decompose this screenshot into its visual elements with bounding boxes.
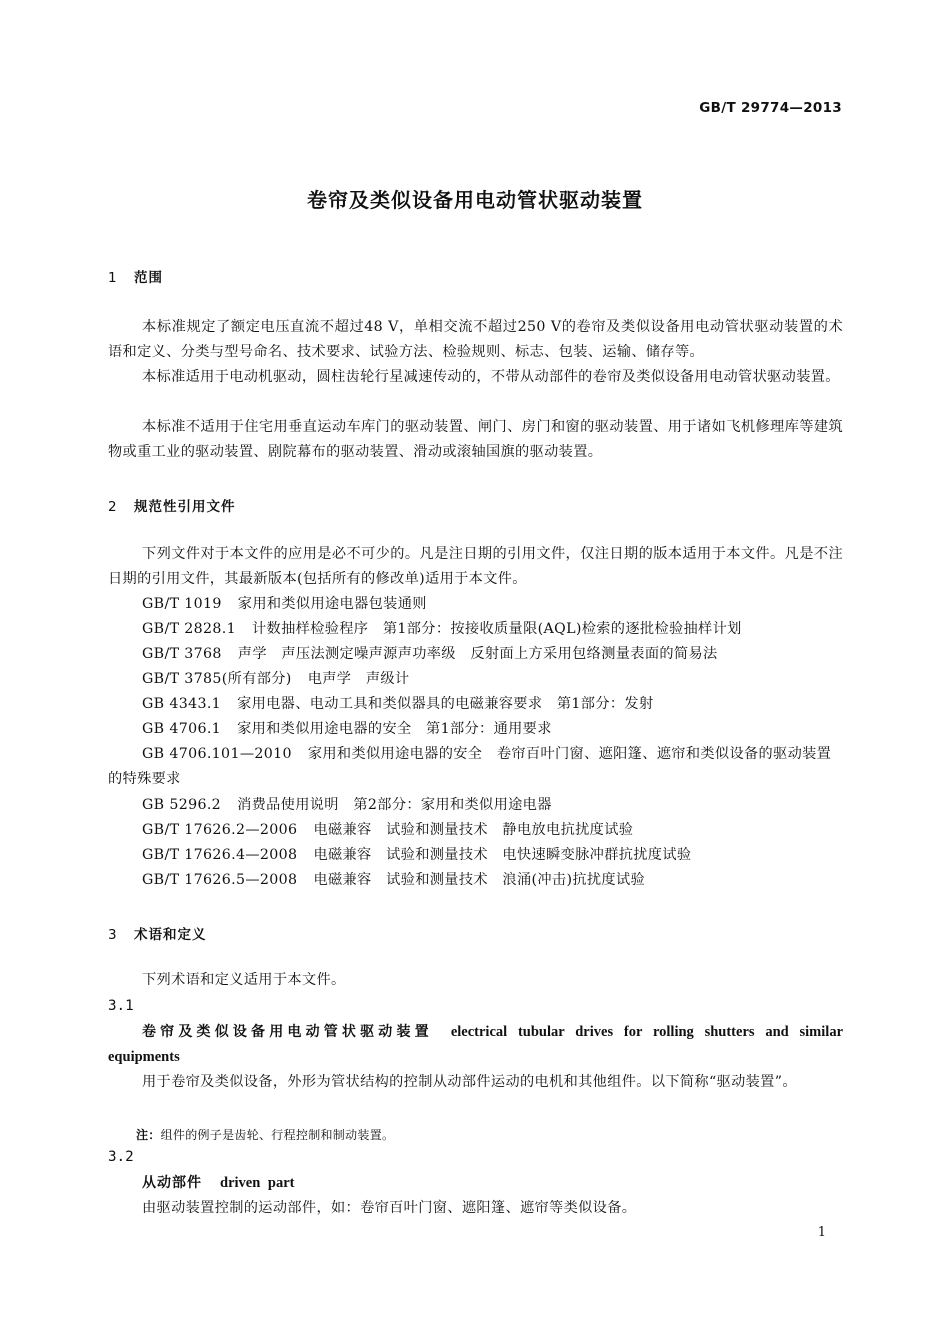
standard-code: GB/T 29774—2013	[699, 100, 842, 116]
term-name-zh: 卷帘及类似设备用电动管状驱动装置	[142, 1024, 433, 1040]
section-number: 1	[108, 270, 117, 286]
term-name-en: electrical tubular drives for rolling shutters and similar equipments	[108, 1024, 843, 1065]
term-definition: 由驱动装置控制的运动部件，如：卷帘百叶门窗、遮阳篷、遮帘等类似设备。	[142, 1200, 637, 1216]
note-text: 组件的例子是齿轮、行程控制和制动装置。	[160, 1128, 395, 1142]
paragraph: 下列术语和定义适用于本文件。	[142, 972, 346, 988]
section-title: 范围	[134, 270, 163, 286]
term-heading	[108, 1020, 843, 1070]
reference-code: GB/T 3768	[142, 646, 222, 662]
reference-code: GB 4706.1	[142, 721, 222, 737]
reference-code: GB 4343.1	[142, 696, 222, 712]
term-name-zh: 从动部件	[142, 1175, 202, 1191]
reference-title: 家用和类似用途电器的安全 卷帘百叶门窗、遮阳篷、遮帘和类似设备的驱动装置的特殊要求	[108, 746, 832, 787]
reference-item	[142, 868, 843, 893]
reference-code: GB 5296.2	[142, 797, 222, 813]
section-number: 3	[108, 927, 117, 943]
reference-item	[142, 692, 843, 717]
reference-item	[108, 742, 843, 792]
reference-title: 计数抽样检验程序 第1部分：按接收质量限(AQL)检索的逐批检验抽样计划	[252, 621, 742, 637]
term-definition: 用于卷帘及类似设备，外形为管状结构的控制从动部件运动的电机和其他组件。以下简称“驱动装置”。	[142, 1074, 797, 1090]
reference-code: GB 4706.101—2010	[142, 746, 292, 762]
reference-title: 电磁兼容 试验和测量技术 静电放电抗扰度试验	[313, 822, 634, 838]
term-number: 3.1	[108, 998, 134, 1014]
note	[136, 1126, 394, 1143]
term-heading	[108, 1171, 843, 1196]
reference-item	[142, 818, 843, 843]
document-title: 卷帘及类似设备用电动管状驱动装置	[307, 188, 643, 212]
paragraph: 本标准不适用于住宅用垂直运动车库门的驱动装置、闸门、房门和窗的驱动装置、用于诸如飞机修理库等建筑物或重工业的驱动装置、剧院幕布的驱动装置、滑动或滚轴国旗的驱动装置。	[108, 419, 843, 460]
note-label: 注：	[136, 1128, 161, 1142]
section-number: 2	[108, 499, 117, 515]
reference-title: 电磁兼容 试验和测量技术 浪涌(冲击)抗扰度试验	[313, 872, 646, 888]
section-3-heading	[108, 923, 207, 943]
reference-code: GB/T 2828.1	[142, 621, 237, 637]
reference-title: 家用和类似用途电器包装通则	[237, 596, 427, 612]
section-1-heading	[108, 266, 163, 286]
reference-title: 消费品使用说明 第2部分：家用和类似用途电器	[237, 797, 552, 813]
page-number: 1	[817, 1225, 826, 1240]
reference-title: 家用和类似用途电器的安全 第1部分：通用要求	[237, 721, 552, 737]
reference-code: GB/T 1019	[142, 596, 222, 612]
section-title: 术语和定义	[134, 927, 207, 943]
term-number: 3.2	[108, 1149, 134, 1165]
reference-item	[142, 843, 843, 868]
reference-item	[142, 617, 843, 642]
reference-title: 电声学 声级计	[307, 671, 410, 687]
paragraph: 本标准适用于电动机驱动，圆柱齿轮行星减速传动的，不带从动部件的卷帘及类似设备用电动管状驱动装置。	[142, 369, 840, 385]
reference-code: GB/T 17626.4—2008	[142, 847, 298, 863]
reference-title: 声学 声压法测定噪声源声功率级 反射面上方采用包络测量表面的简易法	[237, 646, 718, 662]
term-name-en: driven part	[220, 1175, 295, 1191]
reference-title: 电磁兼容 试验和测量技术 电快速瞬变脉冲群抗扰度试验	[313, 847, 692, 863]
reference-code: GB/T 17626.2—2006	[142, 822, 298, 838]
reference-item	[142, 667, 843, 692]
reference-code: GB/T 3785(所有部分)	[142, 671, 292, 687]
paragraph: 本标准规定了额定电压直流不超过48 V，单相交流不超过250 V的卷帘及类似设备用电动管状驱动装置的术语和定义、分类与型号命名、技术要求、试验方法、检验规则、标志、包装、运输、储存等。	[108, 319, 843, 360]
reference-item	[142, 793, 843, 818]
paragraph: 下列文件对于本文件的应用是必不可少的。凡是注日期的引用文件，仅注日期的版本适用于本文件。凡是不注日期的引用文件，其最新版本(包括所有的修改单)适用于本文件。	[108, 546, 843, 587]
reference-code: GB/T 17626.5—2008	[142, 872, 298, 888]
reference-item	[142, 592, 843, 617]
section-2-heading	[108, 495, 236, 515]
reference-item	[142, 642, 843, 667]
reference-title: 家用电器、电动工具和类似器具的电磁兼容要求 第1部分：发射	[237, 696, 654, 712]
reference-item	[142, 717, 843, 742]
section-title: 规范性引用文件	[134, 499, 236, 515]
